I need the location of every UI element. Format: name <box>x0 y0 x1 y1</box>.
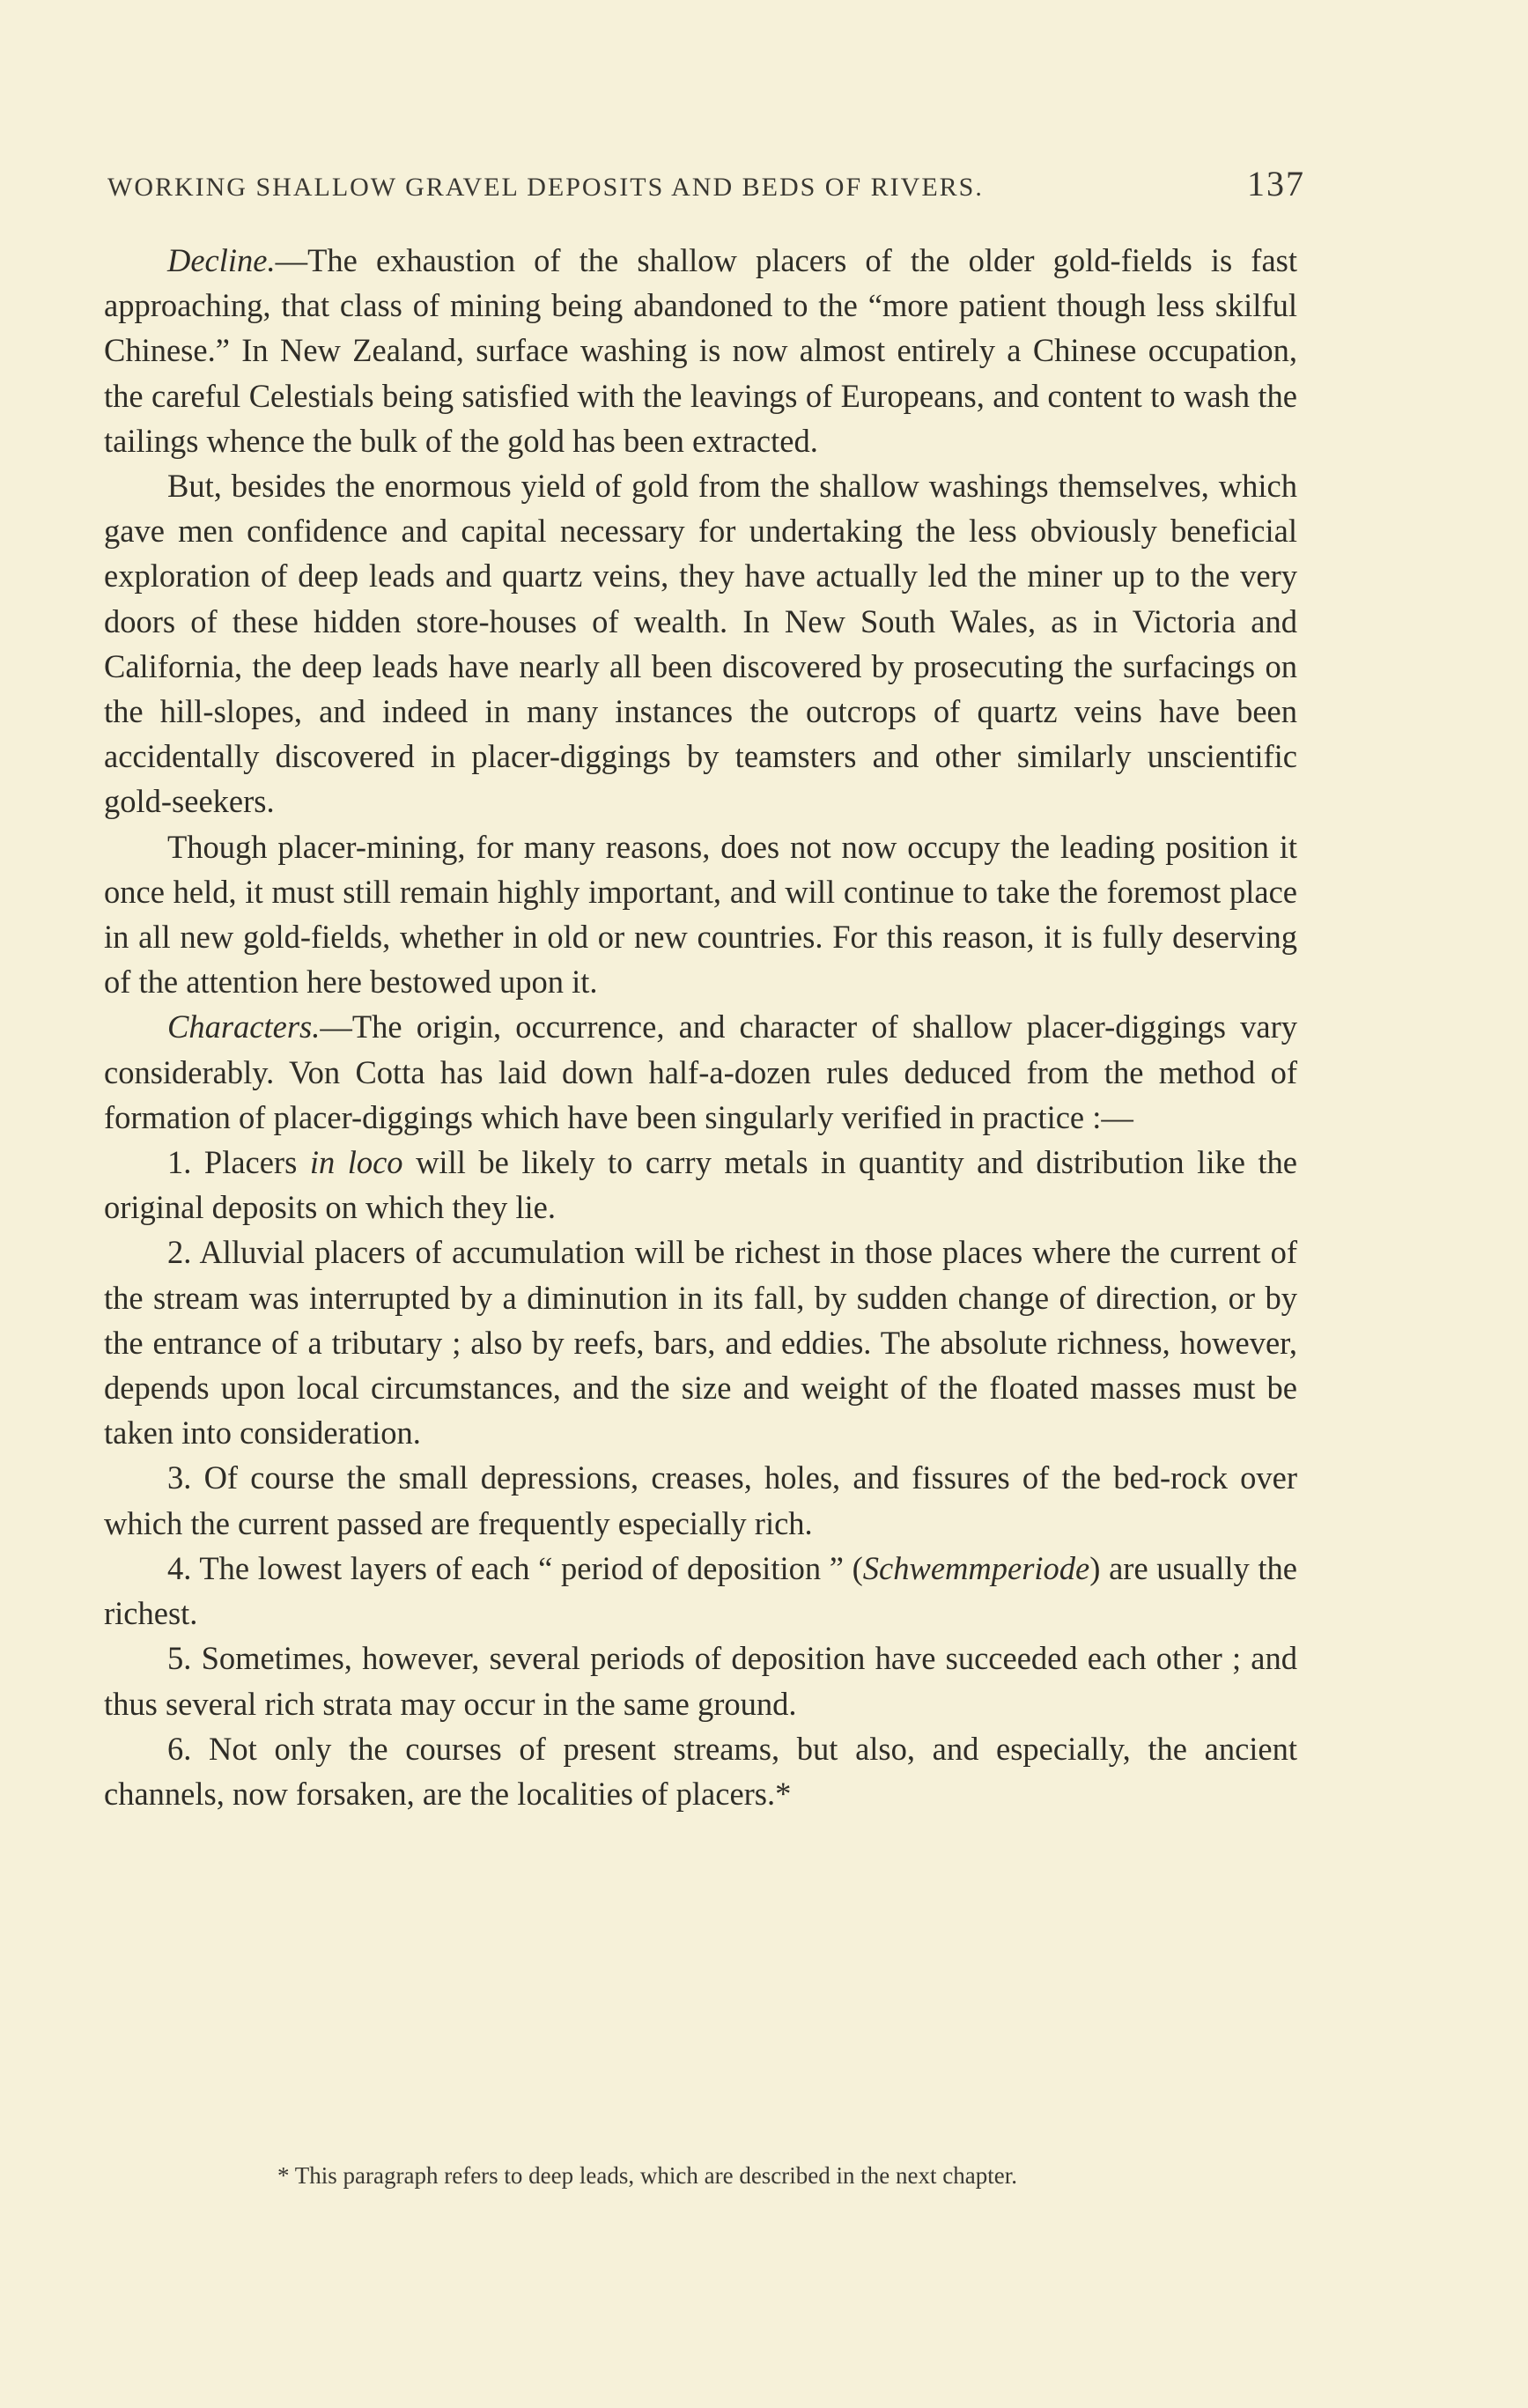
rule-text: Sometimes, however, several periods of deposition have succeeded each other ; and thus several rich strata may occur in the same ground. <box>104 1640 1297 1722</box>
rule-number: 4. <box>167 1549 192 1586</box>
paragraph-lead-italic: Characters. <box>167 1008 321 1045</box>
rule-item <box>104 1230 1297 1455</box>
rule-text: ) are usually the richest. <box>104 1549 1298 1632</box>
running-head <box>107 163 1305 204</box>
rule-item <box>104 1636 1297 1725</box>
paragraph-decline <box>104 238 1297 463</box>
paragraph-besides <box>104 463 1297 824</box>
rule-number: 5. <box>167 1640 192 1677</box>
rule-text: Of course the small depressions, creases, holes, and fissures of the bed-rock over which the current passed are frequently especially rich. <box>104 1459 1297 1541</box>
rule-item <box>104 1726 1297 1816</box>
page-number: 137 <box>1247 164 1305 203</box>
paragraph-though <box>104 824 1297 1005</box>
rule-item <box>104 1455 1297 1545</box>
paragraph-lead-italic: Decline. <box>167 242 276 278</box>
rule-text: Alluvial placers of accumulation will be richest in those places where the current of the stream was interrupted by a diminution in its fall, by sudden change of direction, or by the entrance of a tributary ; also by reefs, bars, and eddies. The absolute richness, however, depends upon local circumstances, and the size and weight of the floated masses must be taken into consideration. <box>104 1234 1297 1451</box>
rule-italic: in loco <box>309 1144 403 1181</box>
rule-text: The lowest layers of each “ period of deposition ” ( <box>199 1549 863 1586</box>
rule-number: 6. <box>167 1730 192 1767</box>
paragraph-text: But, besides the enormous yield of gold from the shallow washings themselves, which gave men confidence and capital necessary for undertaking the less obviously beneficial exploration of deep leads and quartz veins, they have actually led the miner up to the very doors of these hidden store-houses of wealth. In New South Wales, as in Victoria and California, the deep leads have nearly all been discovered by prosecuting the surfacings on the hill-slopes, and indeed in many instances the outcrops of quartz veins have been accidentally discovered in placer-diggings by teamsters and other similarly unscientific gold-seekers. <box>104 468 1297 820</box>
paragraph-text: —The exhaustion of the shallow placers of the older gold-fields is fast approaching, that class of mining being abandoned to the “more patient though less skilful Chinese.” In New Zealand, surface washing is now almost entirely a Chinese occupation, the careful Celestials being satisfied with the leavings of Europeans, and content to wash the tailings whence the bulk of the gold has been extracted. <box>104 242 1297 459</box>
rule-italic: Schwemmperiode <box>862 1549 1090 1586</box>
rule-number: 3. <box>167 1459 192 1496</box>
paragraph-characters <box>104 1004 1297 1140</box>
book-page <box>97 0 1305 2408</box>
footnote: * This paragraph refers to deep leads, which are described in the next chapter. <box>277 2162 1017 2189</box>
rule-item <box>104 1546 1297 1636</box>
rule-text: Placers <box>203 1144 310 1181</box>
body-text <box>104 238 1297 1816</box>
paragraph-text: —The origin, occurrence, and character of shallow placer-diggings vary considerably. Von Cotta has laid down half-a-dozen rules deduced from the method of formation of placer-diggings which have been singularly verified in practice :— <box>104 1008 1297 1135</box>
rule-number: 1. <box>167 1144 192 1181</box>
rule-number: 2. <box>167 1234 192 1271</box>
rule-text: will be likely to carry metals in quantity and distribution like the original deposits on which they lie. <box>104 1144 1298 1226</box>
rule-item <box>104 1140 1297 1230</box>
running-title: WORKING SHALLOW GRAVEL DEPOSITS AND BEDS OF RIVERS. <box>107 173 984 202</box>
rule-text: Not only the courses of present streams, but also, and especially, the ancient channels, now forsaken, are the localities of placers.* <box>104 1730 1298 1812</box>
paragraph-text: Though placer-mining, for many reasons, does not now occupy the leading position it once held, it must still remain highly important, and will continue to take the foremost place in all new gold-fields, whether in old or new countries. For this reason, it is fully deserving of the attention here bestowed upon it. <box>104 828 1297 1001</box>
